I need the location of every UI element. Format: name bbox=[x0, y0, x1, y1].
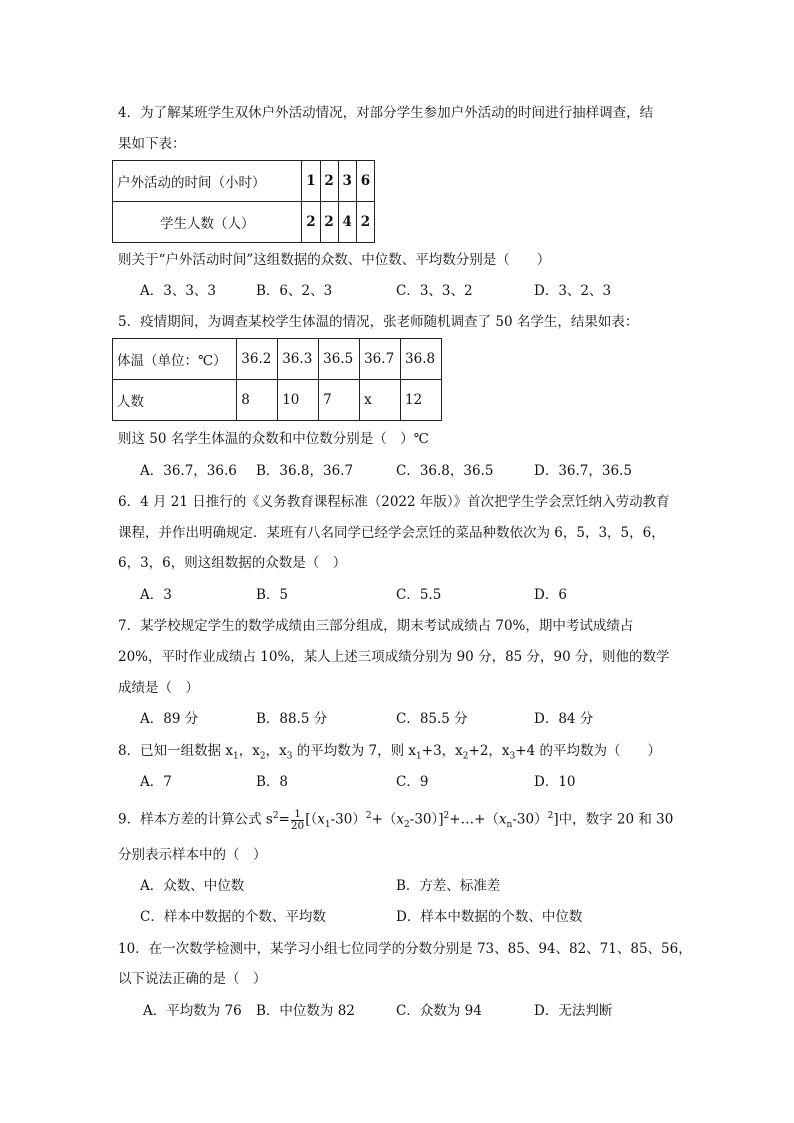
superscript: 2 bbox=[365, 811, 372, 821]
q9-stem-line-2: 分别表示样本中的（ ） bbox=[118, 847, 267, 863]
q7-option-b[interactable]: B．88.5 分 bbox=[256, 711, 328, 727]
q6-option-a[interactable]: A．3 bbox=[140, 587, 172, 603]
q8-option-d[interactable]: D．10 bbox=[534, 774, 576, 790]
q8-text: 的平均数为 7，则 x bbox=[292, 743, 417, 759]
q6-option-b[interactable]: B．5 bbox=[256, 587, 289, 603]
table-cell: 8 bbox=[237, 380, 278, 421]
q9-text: = bbox=[278, 811, 290, 828]
q4-data-table bbox=[112, 160, 375, 243]
table-cell: 12 bbox=[401, 380, 442, 421]
table-row bbox=[113, 339, 442, 380]
q8-text: 8．已知一组数据 x bbox=[118, 743, 233, 759]
q7-stem-line-1: 7．某学校规定学生的数学成绩由三部分组成，期末考试成绩占 70%，期中考试成绩占 bbox=[118, 618, 634, 634]
table-row bbox=[113, 202, 375, 243]
table-cell: 4 bbox=[338, 202, 356, 243]
table-cell: x bbox=[360, 380, 401, 421]
q8-text: +4 的平均数为（ ） bbox=[515, 743, 661, 759]
fraction-denominator: 20 bbox=[290, 819, 305, 832]
q4-option-c[interactable]: C．3、3、2 bbox=[396, 283, 473, 299]
table-header-cell: 学生人数（人） bbox=[113, 202, 302, 243]
subscript: 3 bbox=[509, 751, 516, 762]
q6-stem-line-2: 课程，并作出明确规定．某班有八名同学已经学会烹饪的菜品种数依次为 6，5，3，5，6， bbox=[118, 525, 665, 541]
variable-x: x bbox=[317, 811, 325, 828]
subscript: 1 bbox=[324, 820, 331, 831]
q4-stem-line-2: 果如下表： bbox=[118, 136, 186, 152]
q9-text: -30） bbox=[512, 811, 548, 828]
q10-stem-line-1: 10．在一次数学检测中，某学习小组七位同学的分数分别是 73、85、94、82、71、85、56， bbox=[118, 941, 692, 957]
q9-text: -30） bbox=[330, 811, 366, 828]
q8-text: ，x bbox=[238, 743, 260, 759]
q8-text: +3，x bbox=[421, 743, 463, 759]
q10-option-b[interactable]: B．中位数为 82 bbox=[256, 1003, 355, 1019]
q9-text: ]中，数字 20 和 30 bbox=[553, 811, 674, 828]
table-header-cell: 人数 bbox=[113, 380, 237, 421]
q6-option-c[interactable]: C．5.5 bbox=[396, 587, 442, 603]
superscript: 2 bbox=[443, 811, 450, 821]
q9-option-d[interactable]: D．样本中数据的个数、中位数 bbox=[396, 909, 583, 925]
table-cell: 2 bbox=[356, 202, 374, 243]
q9-stem-line-1 bbox=[118, 806, 673, 835]
q5-option-b[interactable]: B．36.8，36.7 bbox=[256, 463, 354, 479]
fraction-numerator: 1 bbox=[291, 809, 304, 821]
table-row bbox=[113, 380, 442, 421]
q7-option-d[interactable]: D．84 分 bbox=[534, 711, 594, 727]
q7-stem-line-3: 成绩是（ ） bbox=[118, 680, 199, 696]
q9-text: [（ bbox=[305, 811, 318, 828]
table-cell: 2 bbox=[320, 161, 338, 202]
q8-option-c[interactable]: C．9 bbox=[396, 774, 429, 790]
q4-question: 则关于“户外活动时间”这组数据的众数、中位数、平均数分别是（ ） bbox=[118, 252, 551, 268]
table-cell: 36.5 bbox=[319, 339, 360, 380]
q9-text: +…+（ bbox=[449, 811, 499, 828]
q8-text: ，x bbox=[265, 743, 287, 759]
q7-option-a[interactable]: A．89 分 bbox=[140, 711, 199, 727]
table-cell: 10 bbox=[278, 380, 319, 421]
superscript: 2 bbox=[547, 811, 554, 821]
q9-option-c[interactable]: C．样本中数据的个数、平均数 bbox=[140, 909, 326, 925]
q10-stem-line-2: 以下说法正确的是（ ） bbox=[118, 971, 267, 987]
q8-option-a[interactable]: A．7 bbox=[140, 774, 172, 790]
q9-text: 9．样本方差的计算公式 s bbox=[118, 811, 273, 828]
q5-question: 则这 50 名学生体温的众数和中位数分别是（ ）℃ bbox=[118, 431, 429, 447]
table-cell: 2 bbox=[320, 202, 338, 243]
q5-option-d[interactable]: D．36.7，36.5 bbox=[534, 463, 632, 479]
table-row bbox=[113, 161, 375, 202]
subscript: 3 bbox=[286, 751, 293, 762]
subscript: 1 bbox=[233, 751, 239, 762]
subscript: 1 bbox=[416, 751, 422, 762]
q5-option-a[interactable]: A．36.7，36.6 bbox=[140, 463, 237, 479]
q9-option-b[interactable]: B．方差、标准差 bbox=[396, 878, 501, 894]
variable-x: x bbox=[498, 811, 507, 828]
q5-option-c[interactable]: C．36.8，36.5 bbox=[396, 463, 494, 479]
table-cell: 1 bbox=[302, 161, 320, 202]
q5-stem-line-1: 5．疫情期间，为调查某校学生体温的情况，张老师随机调查了 50 名学生，结果如表： bbox=[118, 314, 639, 330]
q9-option-a[interactable]: A．众数、中位数 bbox=[140, 878, 245, 894]
table-cell: 36.7 bbox=[360, 339, 401, 380]
table-cell: 36.8 bbox=[401, 339, 442, 380]
variable-x: x bbox=[396, 811, 405, 828]
table-cell: 7 bbox=[319, 380, 360, 421]
table-header-cell: 户外活动的时间（小时） bbox=[113, 161, 302, 202]
q4-option-a[interactable]: A．3、3、3 bbox=[140, 283, 217, 299]
q5-data-table bbox=[112, 338, 442, 421]
q10-option-d[interactable]: D．无法判断 bbox=[534, 1003, 613, 1019]
subscript: 2 bbox=[259, 751, 266, 762]
q8-text: +2，x bbox=[468, 743, 510, 759]
subscript: n bbox=[506, 820, 513, 831]
q7-stem-line-2: 20%，平时作业成绩占 10%，某人上述三项成绩分别为 90 分，85 分，90 分，则他的数学 bbox=[118, 649, 670, 665]
q9-text: -30）] bbox=[409, 811, 444, 828]
table-cell: 6 bbox=[356, 161, 374, 202]
q4-stem-line-1: 4．为了解某班学生双休户外活动情况，对部分学生参加户外活动的时间进行抽样调查，结 bbox=[118, 105, 654, 121]
subscript: 2 bbox=[404, 820, 410, 831]
q7-option-c[interactable]: C．85.5 分 bbox=[396, 711, 468, 727]
subscript: 2 bbox=[462, 751, 469, 762]
q8-option-b[interactable]: B．8 bbox=[256, 774, 289, 790]
q6-stem-line-1: 6．4 月 21 日推行的《义务教育课程标准（2022 年版）》首次把学生学会烹饪纳入劳动教育 bbox=[118, 494, 670, 510]
table-cell: 2 bbox=[302, 202, 320, 243]
superscript: 2 bbox=[272, 811, 279, 821]
table-cell: 36.3 bbox=[278, 339, 319, 380]
table-cell: 36.2 bbox=[237, 339, 278, 380]
table-header-cell: 体温（单位：℃） bbox=[113, 339, 237, 380]
q9-text: +（ bbox=[371, 811, 397, 828]
variance-fraction bbox=[291, 809, 304, 832]
q4-option-b[interactable]: B．6、2、3 bbox=[256, 283, 333, 299]
q8-stem bbox=[118, 741, 661, 767]
q10-option-c[interactable]: C．众数为 94 bbox=[396, 1003, 482, 1019]
q6-stem-line-3: 6，3，6，则这组数据的众数是（ ） bbox=[118, 555, 347, 571]
q6-option-d[interactable]: D．6 bbox=[534, 587, 567, 603]
table-cell: 3 bbox=[338, 161, 356, 202]
q10-option-a[interactable]: A．平均数为 76 bbox=[143, 1003, 242, 1019]
q4-option-d[interactable]: D．3、2、3 bbox=[534, 283, 612, 299]
